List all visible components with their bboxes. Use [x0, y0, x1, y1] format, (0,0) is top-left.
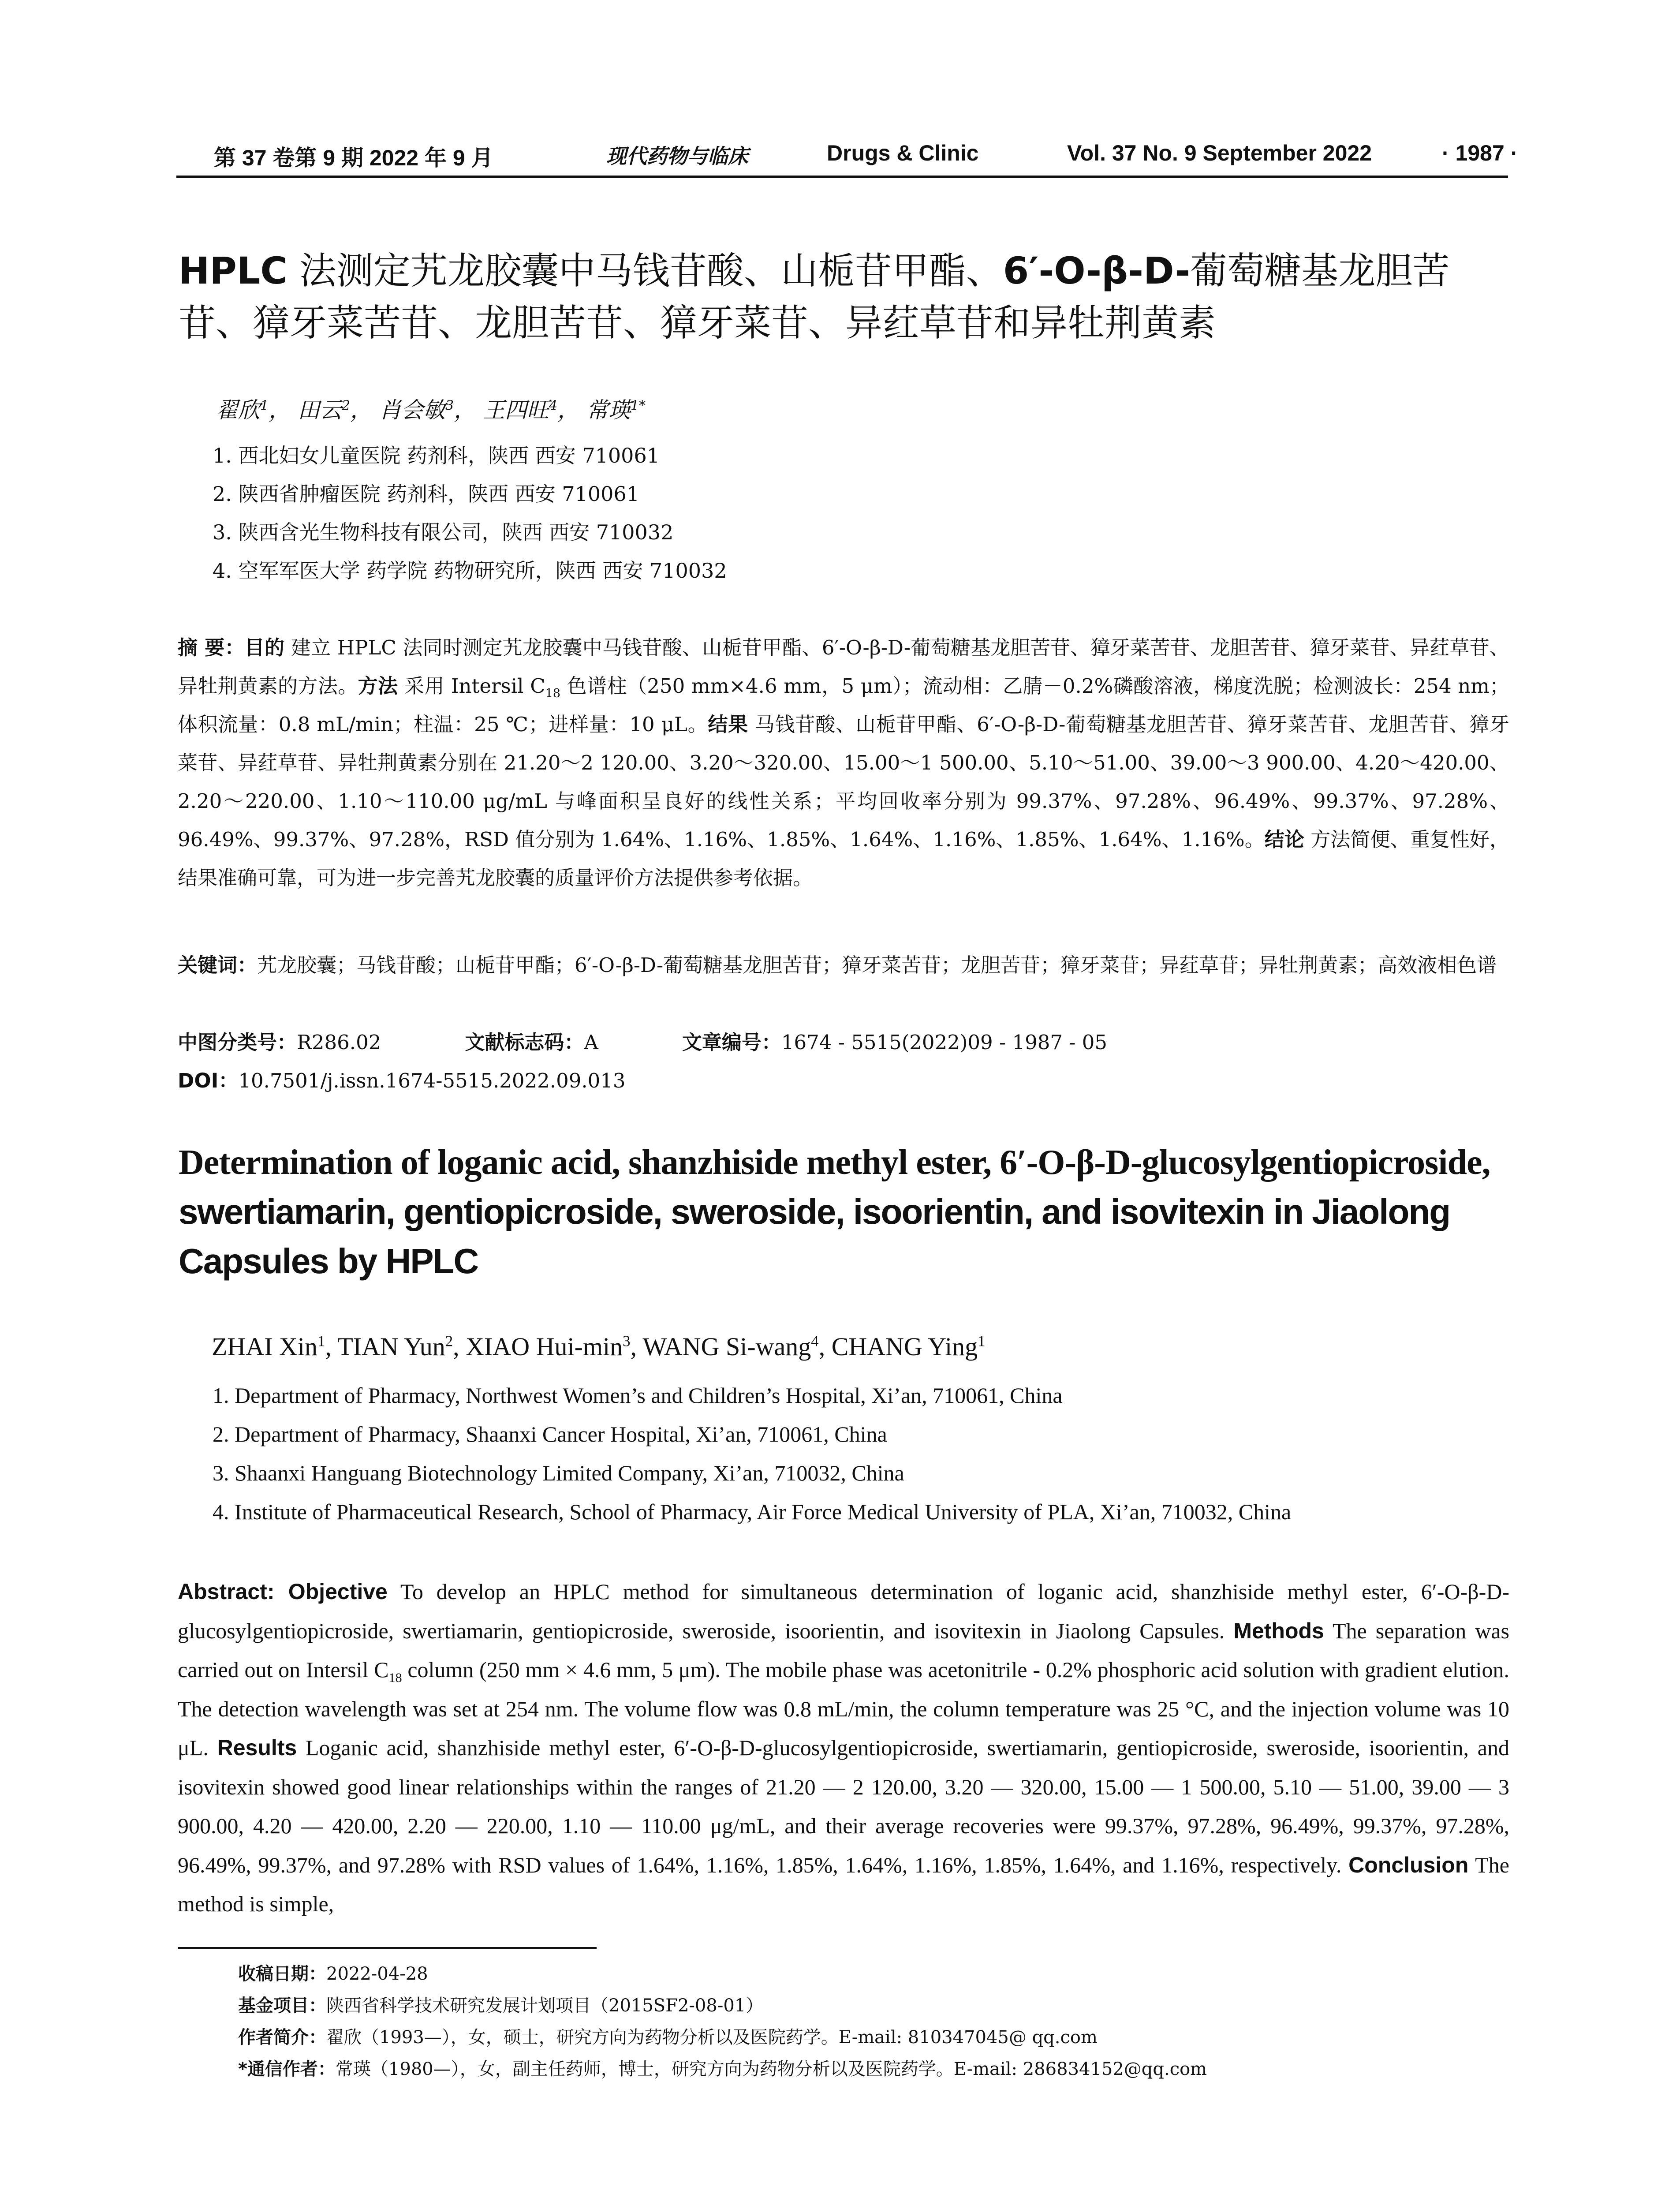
author-cn-affil: 4 [549, 398, 558, 414]
abstract-en [178, 1572, 1509, 1924]
abstract-cn-results-label: 结果 [708, 713, 748, 736]
abstract-en-results: Loganic acid, shanzhiside methyl ester, 6′-O-β-D-glucosylgentiopicroside, swertiamarin, gentiopicroside, sweroside, isoorientin, and isovitexin showed good linear relationships within the ranges of 21.20 — 2 120.00, 3.20 — 320.00, 15.00 — 1 500.00, 5.10 — 51.00, 39.00 — 3 900.00, 4.20 — 420.00, 2.20 — 220.00, 1.10 — 110.00 μg/mL, and their average recoveries were 99.37%, 97.28%, 96.49%, 99.37%, 97.28%, 96.49%, 99.37%, and 97.28% with RSD values of 1.64%, 1.16%, 1.85%, 1.64%, 1.16%, 1.85%, 1.64%, and 1.16%, respectively. [178, 1735, 1509, 1877]
abstract-cn-methods-b: 色谱柱（250 mm×4.6 mm，5 μm）；流动相：乙腈－0.2%磷酸溶液，梯度洗脱；检测波长：254 nm；体积流量：0.8 mL/min；柱温：25 ℃；进样量：10 μL。 [178, 674, 1509, 736]
header-page-number: · 1987 · [1442, 141, 1518, 165]
abstract-cn-conclusion-label: 结论 [1264, 828, 1304, 851]
author-en: ZHAI Xin [212, 1332, 318, 1361]
author-cn: 田云 [298, 397, 342, 423]
footnote-label: 基金项目： [238, 1996, 326, 2016]
abstract-en-objective: To develop an HPLC method for simultaneous determination of loganic acid, shanzhiside methyl ester, 6′-O-β-D-glucosylgentiopicroside, swertiamarin, gentiopicroside, sweroside, isoorientin, and isovitexin in Jiaolong Capsules. [178, 1579, 1509, 1643]
footnote-label: 作者简介： [238, 2027, 326, 2048]
author-en-affil: 1 [978, 1332, 986, 1350]
footnote-author-bio [238, 2022, 1207, 2053]
doi-value: 10.7501/j.issn.1674-5515.2022.09.013 [238, 1069, 626, 1092]
header-journal-cn: 现代药物与临床 [606, 144, 748, 168]
header-issue-cn: 第 37 卷第 9 期 2022 年 9 月 [214, 146, 493, 170]
author-en: XIAO Hui-min [466, 1332, 623, 1361]
author-cn-affil: 1* [631, 398, 646, 414]
affiliation-en: 2. Department of Pharmacy, Shaanxi Cancer Hospital, Xi’an, 710061, China [213, 1422, 887, 1446]
title-cn-part2: 法测定艽龙胶囊中马钱苷酸、山栀苷甲酯、 [287, 249, 1003, 292]
affiliation-cn: 2. 陕西省肿瘤医院 药剂科，陕西 西安 710061 [213, 482, 639, 506]
abstract-en-methods-b: column (250 mm × 4.6 mm, 5 μm). The mobile phase was acetonitrile - 0.2% phosphoric acid solution with gradient elution. The detection wavelength was set at 254 nm. The volume flow was 0.8 mL/min, the column temperature was 25 °C, and the injection volume was 10 μL. [178, 1657, 1509, 1760]
title-en [179, 1138, 1523, 1286]
affiliation-cn: 1. 西北妇女儿童医院 药剂科，陕西 西安 710061 [213, 444, 660, 467]
affiliations-cn [213, 437, 727, 590]
title-cn-part1: HPLC [179, 249, 288, 292]
keywords-cn-label: 关键词： [178, 953, 258, 977]
abstract-en-results-label: Results [217, 1735, 297, 1760]
footnote-text: 常瑛（1980—），女，副主任药师，博士，研究方向为药物分析以及医院药学。E-mail: 286834152@qq.com [335, 2059, 1207, 2079]
author-cn: 肖会敏 [379, 397, 445, 423]
footnote-received [238, 1958, 1207, 1990]
author-en: CHANG Ying [831, 1332, 978, 1361]
author-cn-affil: 2 [342, 398, 351, 414]
abstract-cn-methods-sub: 18 [545, 687, 561, 700]
doc-code-label: 文献标志码： [465, 1031, 584, 1054]
footnote-funding [238, 1990, 1207, 2022]
article-meta-cn [178, 1023, 1107, 1100]
abstract-en-methods-a: The separation was carried out on Intersil C [178, 1618, 1509, 1682]
header-volume-en: Vol. 37 No. 9 September 2022 [1067, 141, 1372, 165]
author-en-affil: 3 [623, 1332, 631, 1350]
footnote-label: 收稿日期： [238, 1964, 326, 1984]
article-number-value: 1674 - 5515(2022)09 - 1987 - 05 [781, 1031, 1108, 1054]
title-en-line1: Determination of loganic acid, shanzhiside methyl ester, 6′-O-β-D-glucosylgentiopicroside, [179, 1143, 1490, 1182]
clc-value: R286.02 [297, 1031, 381, 1054]
title-en-line2: swertiamarin, gentiopicroside, sweroside, isoorientin, and isovitexin in Jiaolong [179, 1192, 1450, 1231]
doc-code-value: A [584, 1031, 598, 1054]
footnotes [238, 1958, 1207, 2085]
keywords-cn-text: 艽龙胶囊；马钱苷酸；山栀苷甲酯；6′-O-β-D-葡萄糖基龙胆苦苷；獐牙菜苦苷；龙胆苦苷；獐牙菜苷；异荭草苷；异牡荆黄素；高效液相色谱 [257, 953, 1497, 977]
footnote-text: 陕西省科学技术研究发展计划项目（2015SF2-08-01） [326, 1996, 764, 2016]
affiliation-cn: 3. 陕西含光生物科技有限公司，陕西 西安 710032 [213, 520, 674, 544]
authors-en: ZHAI Xin$^1$, TIAN Yun$^2$, XIAO Hui-$\min^3$, WANG Si-wang$^4$, CHANG Ying$^1$ [212, 1332, 986, 1361]
abstract-cn-conclusion: 方法简便、重复性好，结果准确可靠，可为进一步完善艽龙胶囊的质量评价方法提供参考依据。 [178, 828, 1509, 889]
footnote-rule [178, 1947, 597, 1949]
affiliation-en: 1. Department of Pharmacy, Northwest Women’s and Children’s Hospital, Xi’an, 710061, China [213, 1383, 1063, 1408]
title-cn-part4: 葡萄糖基龙胆苦苷、獐牙菜苦苷、龙胆苦苷、獐牙菜苷、异荭草苷和异牡荆黄素 [179, 249, 1450, 344]
footnote-text: 2022-04-28 [326, 1964, 428, 1984]
abstract-en-methods-label: Methods [1233, 1618, 1324, 1643]
title-en-line3: Capsules by HPLC [179, 1241, 478, 1281]
abstract-en-objective-label: Objective [288, 1579, 388, 1604]
abstract-cn-objective-label: 目的 [244, 636, 285, 659]
abstract-en-methods-sub: 18 [388, 1671, 402, 1685]
abstract-cn-results: 马钱苷酸、山栀苷甲酯、6′-O-β-D-葡萄糖基龙胆苦苷、獐牙菜苦苷、龙胆苦苷、獐牙菜苷、异荭草苷、异牡荆黄素分别在 21.20～2 120.00、3.20～320.00、15.00～1 500.00、5.10～51.00、39.00～3 900.00、4.20～420.00、2.20～220.00、1.10～110.00 μg/mL 与峰面积呈良好的线性关系；平均回收率分别为 99.37%、97.28%、96.49%、99.37%、97.28%、96.49%、99.37%、97.28%，RSD 值分别为 1.64%、1.16%、1.85%、1.64%、1.16%、1.85%、1.64%、1.16%。 [178, 713, 1510, 851]
affiliation-cn: 4. 空军军医大学 药学院 药物研究所，陕西 西安 710032 [213, 559, 727, 583]
doi-label: DOI： [178, 1069, 239, 1092]
affiliation-en: 4. Institute of Pharmaceutical Research, School of Pharmacy, Air Force Medical University of PLA, Xi’an, 710032, China [213, 1499, 1292, 1524]
abstract-cn-objective: 建立 HPLC 法同时测定艽龙胶囊中马钱苷酸、山栀苷甲酯、6′-O-β-D-葡萄糖基龙胆苦苷、獐牙菜苦苷、龙胆苦苷、獐牙菜苷、异荭草苷、异牡荆黄素的方法。 [178, 636, 1509, 698]
author-en: WANG Si-wang [642, 1332, 811, 1361]
abstract-cn-methods-label: 方法 [358, 674, 398, 698]
authors-cn: 翟欣$^1$， 田云$^2$， 肖会敏$^3$， 王四旺$^4$， 常瑛$^{1*}$ [216, 397, 646, 423]
footnote-corresponding [238, 2053, 1207, 2085]
author-cn: 王四旺 [483, 397, 549, 423]
title-cn-part3: 6′-O-β-D- [1003, 249, 1191, 292]
author-en: TIAN Yun [337, 1332, 445, 1361]
abstract-en-label: Abstract: [178, 1579, 288, 1604]
footnote-label: *通信作者： [238, 2059, 336, 2079]
title-cn [179, 245, 1510, 349]
author-cn-affil: 3 [445, 398, 454, 414]
keywords-cn [178, 946, 1509, 984]
abstract-cn-label: 摘 要： [178, 636, 245, 659]
abstract-en-conclusion: The method is simple, [178, 1852, 1509, 1916]
author-en-affil: 4 [811, 1332, 819, 1350]
abstract-en-conclusion-label: Conclusion [1348, 1852, 1469, 1877]
header-journal-en: Drugs & Clinic [827, 141, 979, 165]
author-cn-affil: 1 [260, 398, 269, 414]
footnote-text: 翟欣（1993—），女，硕士，研究方向为药物分析以及医院药学。E-mail: 810347045@ qq.com [326, 2027, 1098, 2048]
author-en-affil: 2 [445, 1332, 453, 1350]
clc-label: 中图分类号： [178, 1031, 297, 1054]
header-rule [176, 176, 1508, 178]
abstract-cn-methods-a: 采用 Intersil C [398, 674, 545, 698]
author-cn: 翟欣 [216, 397, 260, 423]
article-number-label: 文章编号： [682, 1031, 781, 1054]
affiliation-en: 3. Shaanxi Hanguang Biotechnology Limited Company, Xi’an, 710032, China [213, 1461, 904, 1485]
author-cn: 常瑛 [586, 397, 631, 423]
author-en-affil: 1 [317, 1332, 325, 1350]
abstract-cn [178, 628, 1509, 897]
running-header [176, 140, 1518, 171]
affiliations-en [213, 1376, 1291, 1531]
